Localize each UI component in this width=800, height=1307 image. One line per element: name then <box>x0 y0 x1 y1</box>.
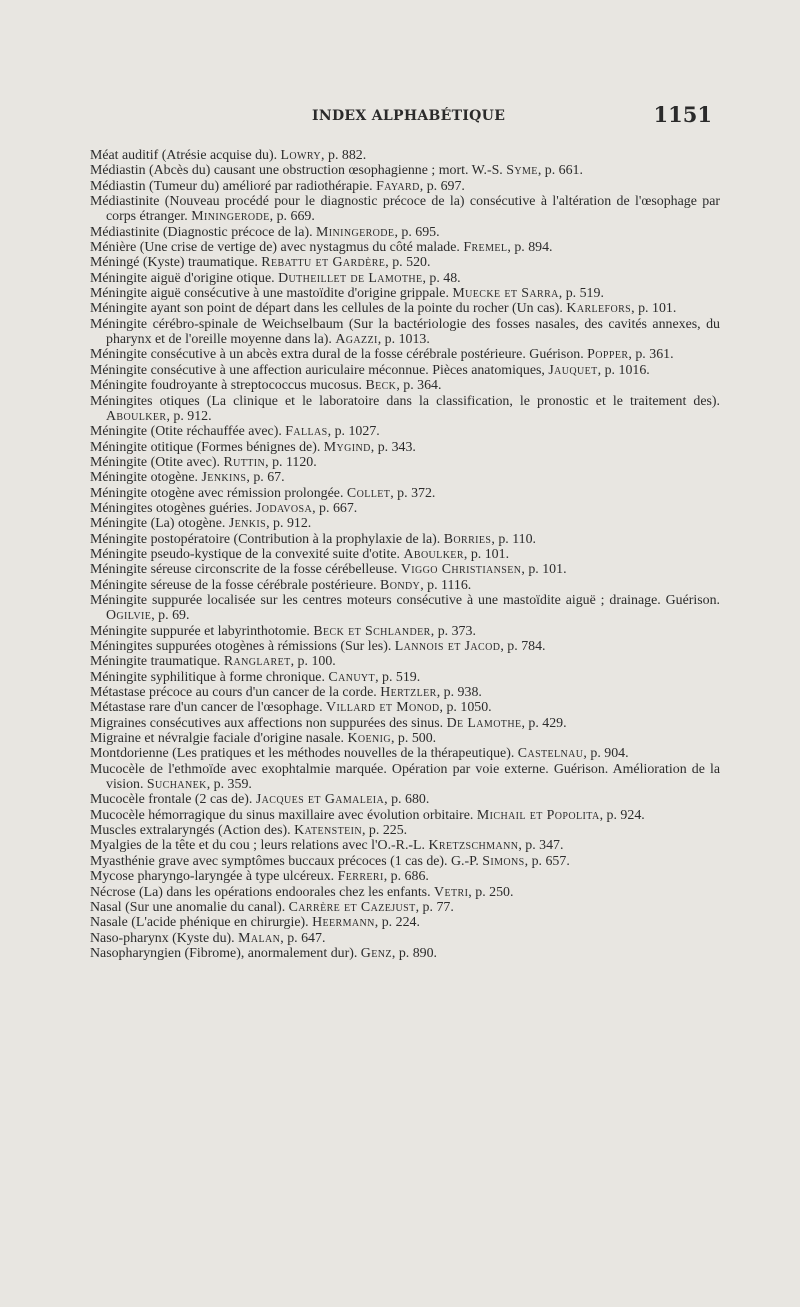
entry-page-ref: , p. 912. <box>166 408 212 424</box>
entry-page-ref: , p. 77. <box>415 899 454 915</box>
index-entry <box>90 670 720 685</box>
entry-author: Aboulker <box>403 546 464 562</box>
entry-page-ref: , p. 697. <box>419 178 465 194</box>
index-entry <box>90 225 720 240</box>
entry-subject: Migraines consécutives aux affections non suppurées des sinus. <box>90 715 447 731</box>
index-entry <box>90 578 720 593</box>
index-entry <box>90 731 720 746</box>
index-entry <box>90 486 720 501</box>
entry-page-ref: , p. 48. <box>422 270 461 286</box>
entry-page-ref: , p. 347. <box>518 838 564 854</box>
entry-subject: Méningite (La) otogène. <box>90 516 229 532</box>
entry-subject: Méningite syphilitique à forme chronique. <box>90 669 329 685</box>
entry-page-ref: , p. 1027. <box>327 424 380 440</box>
entry-subject: Méningite ayant son point de départ dans les cellules de la pointe du rocher (Un cas). <box>90 301 567 317</box>
entry-page-ref: , p. 67. <box>246 470 285 486</box>
entry-author: Fallas <box>285 424 328 440</box>
entry-page-ref: , p. 904. <box>583 746 629 762</box>
entry-author: Beck <box>365 378 397 394</box>
entry-subject: Méningite suppurée et labyrinthotomie. <box>90 623 314 639</box>
entry-author: Aboulker <box>106 408 167 424</box>
entry-author: Kretzschmann <box>428 838 519 854</box>
entry-page-ref: , p. 661. <box>537 163 583 179</box>
entry-subject: Méningite otogène avec rémission prolongée. <box>90 485 347 501</box>
entry-subject: Méningite consécutive à une affection auriculaire méconnue. Pièces anatomiques, <box>90 362 549 378</box>
entry-author: Miningerode <box>316 224 395 240</box>
entry-author: Mygind <box>323 439 371 455</box>
entry-author: Heermann <box>312 915 375 931</box>
entry-page-ref: , p. 890. <box>391 945 438 961</box>
entry-page-ref: , p. 686. <box>383 869 429 885</box>
index-entry <box>90 148 720 163</box>
entry-author: Borries <box>443 531 492 547</box>
entry-author: Fremel <box>463 240 508 256</box>
entry-author: Muecke et Sarra <box>452 286 559 302</box>
entry-author: Vetri <box>434 884 469 900</box>
entry-subject: Méat auditif (Atrésie acquise du). <box>90 148 281 163</box>
index-entry <box>90 946 720 961</box>
entry-page-ref: , p. 695. <box>394 224 440 240</box>
entry-page-ref: , p. 1016. <box>597 362 650 378</box>
entry-author: Dutheillet de Lamothe <box>278 270 423 286</box>
index-entry <box>90 885 720 900</box>
entry-subject: Myasthénie grave avec symptômes buccaux précoces (1 cas de). G.-P. <box>90 853 483 869</box>
index-entry <box>90 762 720 793</box>
index-entry <box>90 317 720 348</box>
index-entry <box>90 194 720 225</box>
entry-author: Ogilvie <box>106 608 152 624</box>
index-entry <box>90 562 720 577</box>
entry-page-ref: , p. 938. <box>436 685 482 701</box>
entry-author: Jenkins <box>201 470 247 486</box>
entry-subject: Myalgies de la tête et du cou ; leurs relations avec l'O.-R.-L. <box>90 838 429 854</box>
entry-page-ref: , p. 1050. <box>439 700 492 716</box>
index-entry <box>90 639 720 654</box>
entry-page-ref: , p. 101. <box>463 546 510 562</box>
entry-page-ref: , p. 343. <box>370 439 416 455</box>
entry-page-ref: , p. 912. <box>266 516 312 532</box>
index-entry <box>90 240 720 255</box>
entry-subject: Méningite otogène. <box>90 470 202 486</box>
entry-subject: Migraine et névralgie faciale d'origine nasale. <box>90 731 348 747</box>
index-entry <box>90 931 720 946</box>
entry-subject: Nécrose (La) dans les opérations endoorales chez les enfants. <box>90 884 435 900</box>
entry-author: Suchanek <box>146 777 207 793</box>
entry-author: Viggo Christiansen <box>400 562 522 578</box>
entry-author: Ranglaret <box>223 654 291 670</box>
entry-page-ref: , p. 224. <box>374 915 420 931</box>
entry-author: Bondy <box>380 577 421 593</box>
entry-author: Michail et Popolita <box>476 807 600 823</box>
entry-author: Collet <box>346 485 391 501</box>
index-entry <box>90 378 720 393</box>
entry-page-ref: , p. 924. <box>599 807 645 823</box>
entry-page-ref: , p. 1120. <box>265 454 317 470</box>
index-entry <box>90 915 720 930</box>
entry-subject: Méningite cérébro-spinale de Weichselbaum (Sur la bactériologie des fosses nasales, des cavités annexes, du pharynx et de l'oreille moyenne dans la). <box>90 316 720 348</box>
entry-subject: Méningites otiques (La clinique et le laboratoire dans la classification, le pronostic et le traitement des). <box>90 393 720 409</box>
index-entry <box>90 286 720 301</box>
index-entry <box>90 440 720 455</box>
entry-subject: Méningite séreuse de la fosse cérébrale postérieure. <box>90 577 381 593</box>
entry-subject: Méningé (Kyste) traumatique. <box>90 255 262 271</box>
index-entry <box>90 700 720 715</box>
entry-author: Canuyt <box>328 669 376 685</box>
entry-page-ref: , p. 372. <box>390 485 436 501</box>
index-entry <box>90 746 720 761</box>
entry-subject: Nasopharyngien (Fibrome), anormalement dur). <box>90 945 361 961</box>
entry-subject: Métastase précoce au cours d'un cancer de la corde. <box>90 685 381 701</box>
index-entry <box>90 301 720 316</box>
entry-subject: Méningites otogènes guéries. <box>90 500 256 516</box>
entry-subject: Méningite pseudo-kystique de la convexité suite d'otite. <box>90 546 404 562</box>
entry-subject: Naso-pharynx (Kyste du). <box>90 930 239 946</box>
entry-page-ref: , p. 429. <box>521 715 567 731</box>
entry-page-ref: , p. 647. <box>280 930 326 946</box>
entry-page-ref: , p. 361. <box>628 347 674 363</box>
entry-author: Jenkis <box>228 516 267 532</box>
entry-page-ref: , p. 1013. <box>377 332 430 348</box>
entry-page-ref: , p. 500. <box>390 731 437 747</box>
entry-author: Hertzler <box>380 685 437 701</box>
entry-page-ref: , p. 519. <box>558 286 604 302</box>
index-entry <box>90 869 720 884</box>
entry-subject: Mucocèle frontale (2 cas de). <box>90 792 256 808</box>
entry-page-ref: , p. 669. <box>269 209 315 225</box>
entry-author: Ruttin <box>223 454 266 470</box>
entry-subject: Médiastinite (Nouveau procédé pour le diagnostic précoce de la) consécutive à l'altération de l'œsophage par corps étranger. <box>90 194 720 225</box>
entry-page-ref: , p. 100. <box>290 654 336 670</box>
index-entry <box>90 547 720 562</box>
entry-author: Lowry <box>280 148 322 163</box>
index-entry <box>90 716 720 731</box>
entry-author: Popper <box>587 347 629 363</box>
entry-page-ref: , p. 680. <box>384 792 430 808</box>
index-entry <box>90 179 720 194</box>
entry-subject: Méningite (Otite réchauffée avec). <box>90 424 286 440</box>
index-entry <box>90 792 720 807</box>
entry-subject: Mucocèle de l'ethmoïde avec exophtalmie marquée. Opération par voie externe. Guérison. Amélioration de la vision. <box>90 761 720 793</box>
index-entry <box>90 823 720 838</box>
entry-page-ref: , p. 373. <box>430 623 476 639</box>
entry-page-ref: , p. 101. <box>631 301 677 317</box>
index-entry <box>90 347 720 362</box>
entry-page-ref: , p. 894. <box>507 240 553 256</box>
index-entry <box>90 501 720 516</box>
page-number: 1151 <box>653 102 712 127</box>
entry-subject: Méningite aiguë consécutive à une mastoïdite d'origine grippale. <box>90 286 453 302</box>
entry-author: Katenstein <box>294 823 362 839</box>
entry-page-ref: , p. 101. <box>521 562 567 578</box>
entry-page-ref: , p. 250. <box>468 884 514 900</box>
index-entry <box>90 685 720 700</box>
entry-page-ref: , p. 364. <box>396 378 442 394</box>
entry-page-ref: , p. 519. <box>375 669 421 685</box>
entry-author: Ferreri <box>337 869 384 885</box>
entry-subject: Médiastin (Tumeur du) amélioré par radiothérapie. <box>90 178 377 194</box>
index-entry <box>90 424 720 439</box>
entry-subject: Méningites suppurées otogènes à rémissions (Sur les). <box>90 639 395 654</box>
entry-author: Genz <box>360 945 392 961</box>
entry-page-ref: , p. 882. <box>321 148 367 163</box>
entry-subject: Méningite séreuse circonscrite de la fosse cérébelleuse. <box>90 562 401 578</box>
entry-author: Malan <box>238 930 281 946</box>
page-header <box>90 102 716 131</box>
entry-page-ref: , p. 657. <box>524 853 570 869</box>
entry-page-ref: , p. 69. <box>151 608 190 624</box>
index-entry <box>90 470 720 485</box>
index-entry <box>90 363 720 378</box>
entry-author: Jauquet <box>548 362 598 378</box>
entry-page-ref: , p. 110. <box>491 531 537 547</box>
entry-page-ref: , p. 359. <box>206 777 252 793</box>
running-title: INDEX ALPHABÉTIQUE <box>312 108 506 124</box>
entry-author: Castelnau <box>517 746 584 762</box>
index-entry <box>90 271 720 286</box>
index-entry <box>90 838 720 853</box>
entry-author: Villard et Monod <box>326 700 440 716</box>
entry-subject: Métastase rare d'un cancer de l'œsophage. <box>90 700 327 716</box>
entry-page-ref: , p. 667. <box>312 500 358 516</box>
index-entry <box>90 163 720 178</box>
entry-subject: Médiastin (Abcès du) causant une obstruction œsophagienne ; mort. W.-S. <box>90 163 507 179</box>
entry-author: Syme <box>506 163 538 179</box>
index-entry <box>90 808 720 823</box>
entry-subject: Méningite aiguë d'origine otique. <box>90 270 279 286</box>
entry-author: Jodavosa <box>255 500 313 516</box>
entry-author: Simons <box>482 853 525 869</box>
index-entry <box>90 900 720 915</box>
index-entry <box>90 593 720 624</box>
entry-author: Carrère et Cazejust <box>288 899 416 915</box>
entry-author: Agazzi <box>335 332 378 348</box>
entry-subject: Mucocèle hémorragique du sinus maxillaire avec évolution orbitaire. <box>90 807 477 823</box>
index-entry <box>90 255 720 270</box>
entry-author: Rebattu et Gardère <box>261 255 386 271</box>
entry-subject: Montdorienne (Les pratiques et les méthodes nouvelles de la thérapeutique). <box>90 746 518 762</box>
index-entry <box>90 654 720 669</box>
entry-subject: Méningite postopératoire (Contribution à la prophylaxie de la). <box>90 531 444 547</box>
entry-subject: Muscles extralaryngés (Action des). <box>90 823 295 839</box>
entry-author: Jacques et Gamaleia <box>255 792 385 808</box>
entry-subject: Ménière (Une crise de vertige de) avec nystagmus du côté malade. <box>90 240 464 256</box>
entry-subject: Méningite traumatique. <box>90 654 224 670</box>
entry-subject: Méningite otitique (Formes bénignes de). <box>90 439 324 455</box>
entry-subject: Nasale (L'acide phénique en chirurgie). <box>90 915 313 931</box>
entry-subject: Méningite suppurée localisée sur les centres moteurs consécutive à une mastoïdite aiguë ; drainage. Guérison. <box>90 592 720 608</box>
entry-page-ref: , p. 1116. <box>420 577 472 593</box>
entry-subject: Médiastinite (Diagnostic précoce de la). <box>90 224 317 240</box>
entry-subject: Méningite consécutive à un abcès extra dural de la fosse cérébrale postérieure. Guérison. <box>90 347 588 363</box>
entry-subject: Nasal (Sur une anomalie du canal). <box>90 899 289 915</box>
entry-page-ref: , p. 784. <box>500 639 546 654</box>
index-entry <box>90 394 720 425</box>
entry-author: Fayard <box>376 178 420 194</box>
entry-author: Beck et Schlander <box>313 623 431 639</box>
index-entry <box>90 455 720 470</box>
index-entry <box>90 854 720 869</box>
entry-subject: Méningite (Otite avec). <box>90 454 224 470</box>
entry-author: Lannois et Jacod <box>394 639 501 654</box>
entry-subject: Méningite foudroyante à streptococcus mucosus. <box>90 378 366 394</box>
index-entry <box>90 624 720 639</box>
index-entry <box>90 532 720 547</box>
entry-author: Karlefors <box>566 301 632 317</box>
entry-author: Koenig <box>347 731 391 747</box>
entry-page-ref: , p. 520. <box>385 255 431 271</box>
entry-page-ref: , p. 225. <box>361 823 408 839</box>
index-entry <box>90 516 720 531</box>
entry-author: Miningerode <box>191 209 270 225</box>
index-entries <box>90 148 720 961</box>
entry-subject: Mycose pharyngo-laryngée à type ulcéreux. <box>90 869 338 885</box>
entry-author: De Lamothe <box>446 715 522 731</box>
